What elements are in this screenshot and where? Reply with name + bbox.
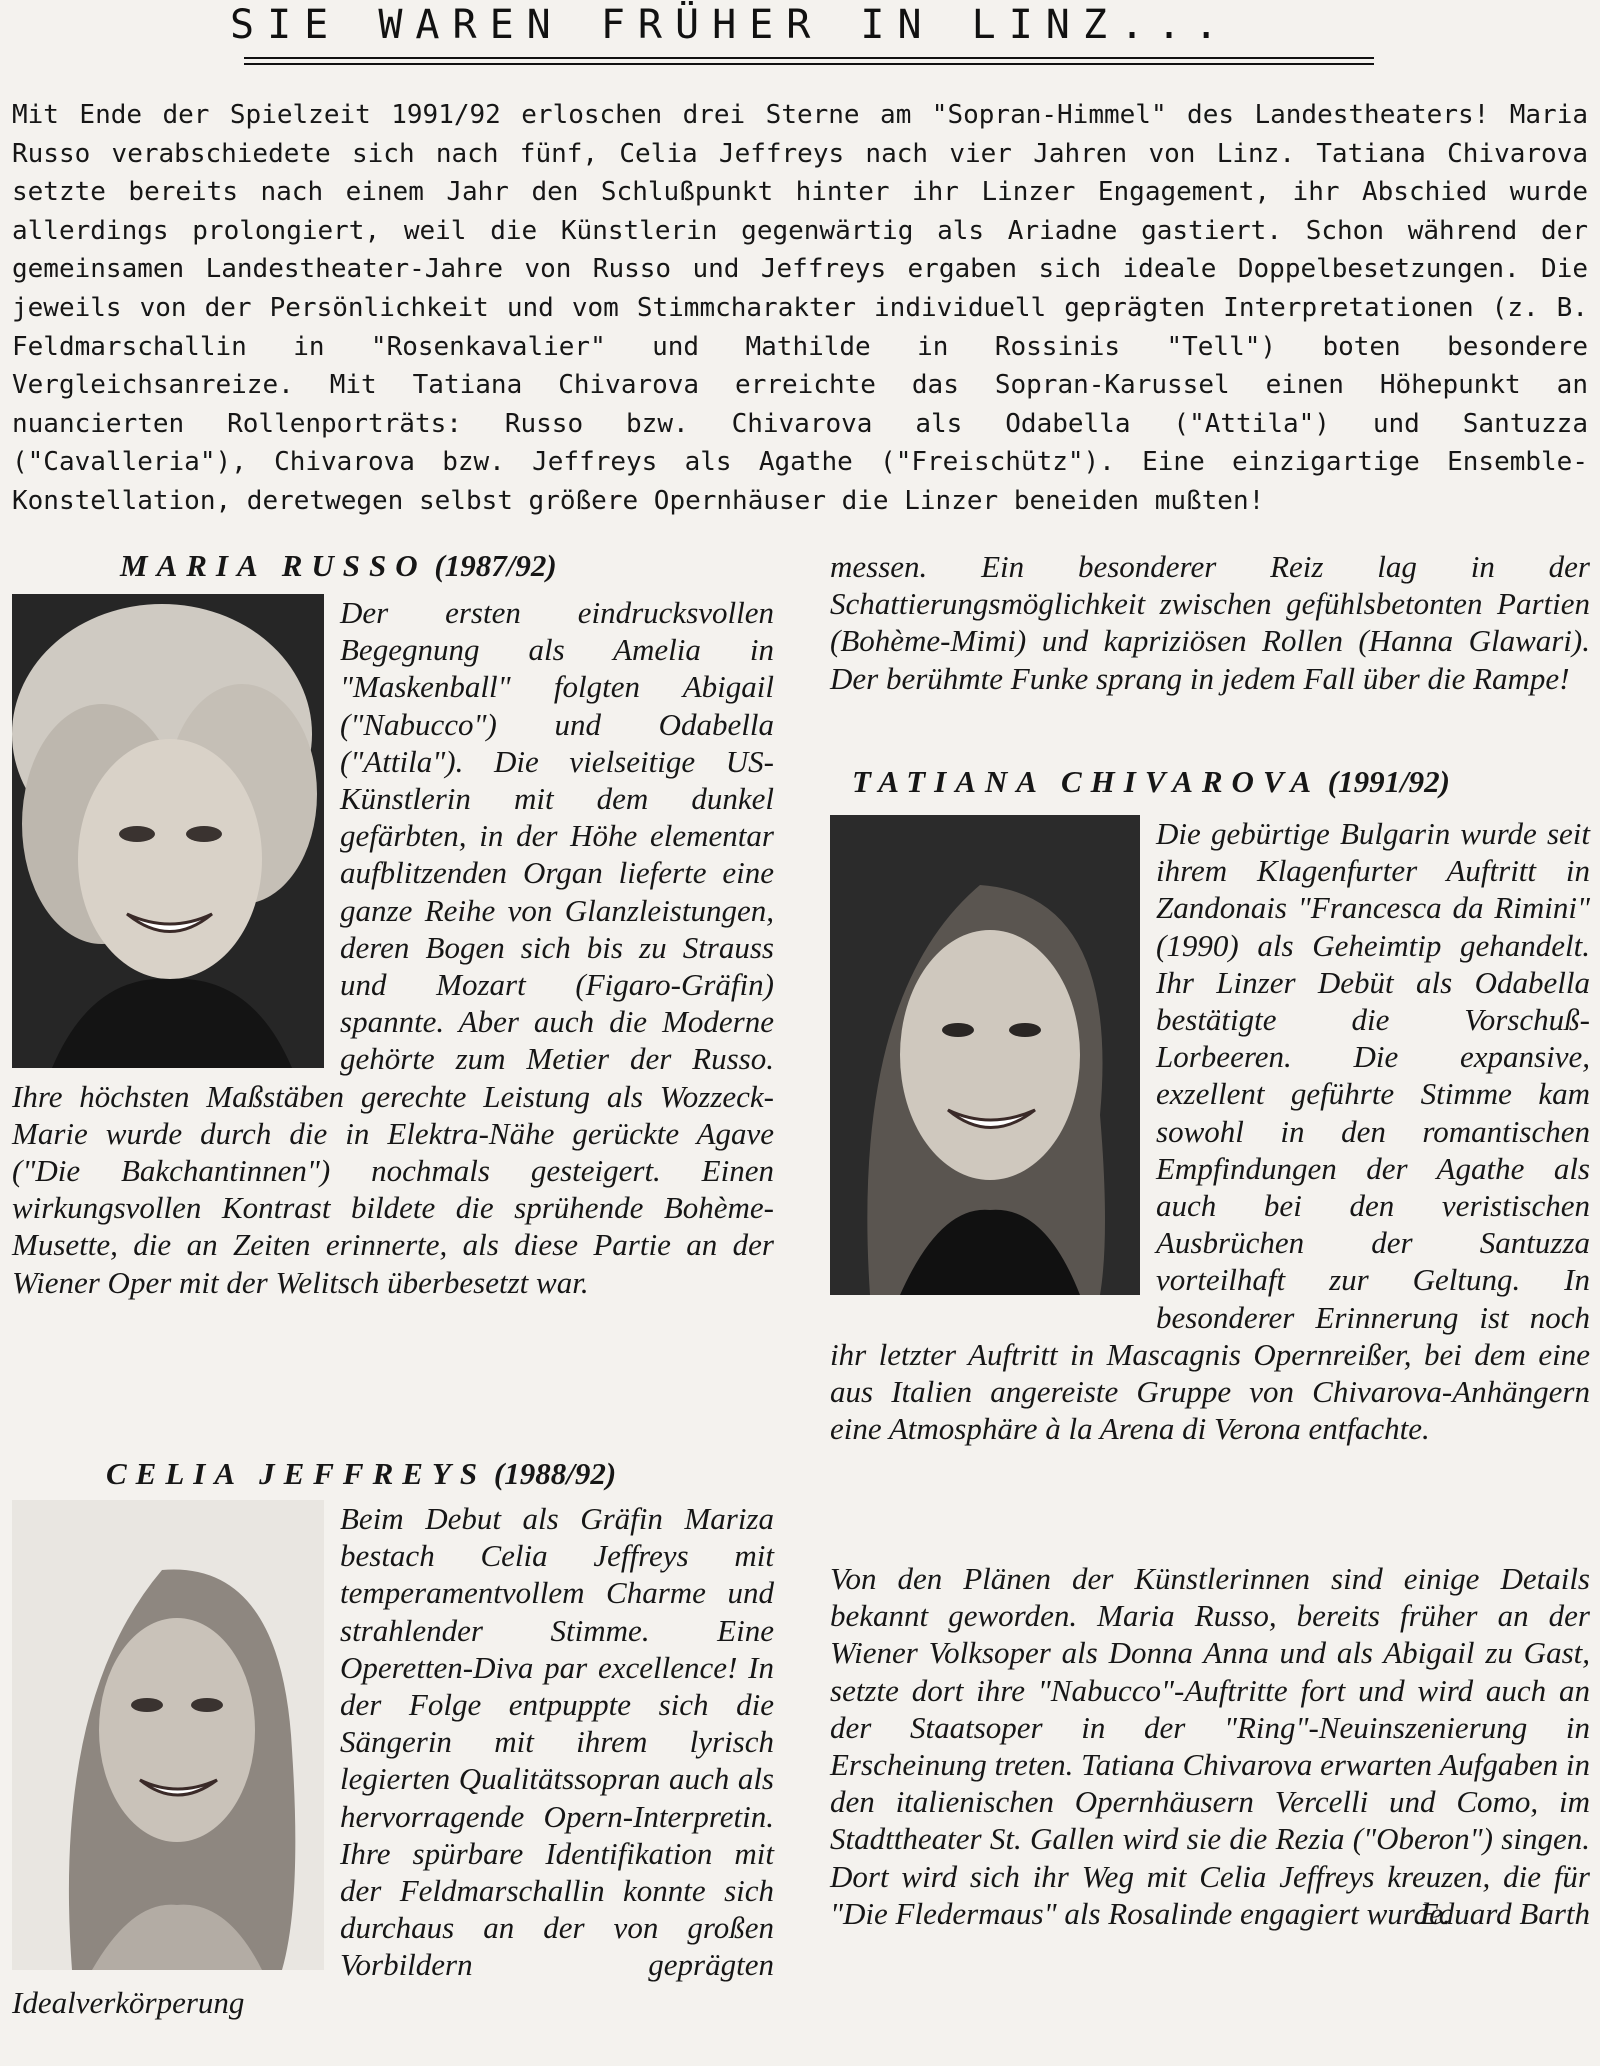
section-heading-russo bbox=[120, 548, 557, 584]
title-underline-double bbox=[244, 63, 1374, 65]
section-heading-chivarova bbox=[852, 764, 1450, 800]
outro-text: Von den Plänen der Künstlerinnen sind einige Details bekannt geworden. Maria Russo, bereits früher an der Wiener Volksoper als Donna Anna und als Abigail zu Gast, setzte dort ihre "Nabucco"-Auftritte fort und wird auch an der Staatsoper in der "Ring"-Neuinszenierung in Erscheinung treten. Tatiana Chivarova erwarten Aufgaben in den italienischen Opernhäusern Vercelli und Como, im Stadttheater St. Gallen wird sie die Rezia ("Oberon") singen. Dort wird sich ihr Weg mit Celia Jeffreys kreuzen, die für "Die Fledermaus" als Rosalinde engagiert wurde. bbox=[830, 1561, 1590, 1931]
jeffreys-name: CELIA JEFFREYS bbox=[106, 1456, 487, 1491]
russo-article bbox=[12, 594, 774, 1301]
russo-name: MARIA RUSSO bbox=[120, 548, 427, 583]
chivarova-text: Die gebürtige Bulgarin wurde seit ihrem Klagenfurter Auftritt in Zandonais "Francesca da Rimini" (1990) als Geheimtip gehandelt. Ihr Linzer Debüt als Odabella bestätigte die Vorschuß-Lorbeeren. Die expansive, exzellent geführte Stimme kam sowohl in den romantischen Empfindungen der Agathe als auch bei den veristischen Ausbrüchen der Santuzza vorteilhaft zur Geltung. In besonderer Erinnerung ist noch ihr letzter Auftritt in Mascagnis Opernreißer, bei dem eine aus Italien angereiste Gruppe von Chivarova-Anhängern eine Atmosphäre à la Arena di Verona entfachte. bbox=[830, 816, 1590, 1447]
chivarova-years: (1991/92) bbox=[1327, 764, 1451, 799]
outro-article bbox=[830, 1560, 1590, 1932]
jeffreys-photo bbox=[12, 1500, 324, 1970]
author-signature: Eduard Barth bbox=[1419, 1896, 1590, 1932]
chivarova-photo bbox=[830, 815, 1140, 1295]
title-underline bbox=[244, 57, 1374, 59]
russo-text: Der ersten eindrucksvollen Begegnung als Amelia in "Maskenball" folgten Abigail ("Nabucco") und Odabella ("Attila"). Die vielseitige US-Künstlerin mit dem dunkel gefärbten, in der Höhe elementar aufblitzenden Organ lieferte eine ganze Reihe von Glanzleistungen, deren Bogen sich bis zu Strauss und Mozart (Figaro-Gräfin) spannte. Aber auch die Moderne gehörte zum Metier der Russo. Ihre höchsten Maßstäben gerechte Leistung als Wozzeck-Marie wurde durch die in Elektra-Nähe gerückte Agave ("Die Bakchantinnen") nochmals gesteigert. Einen wirkungsvollen Kontrast bildete die sprühende Bohème-Musette, die an Zeiten erinnerte, als diese Partie an der Wiener Oper mit der Welitsch überbesetzt war. bbox=[12, 595, 774, 1300]
section-heading-jeffreys bbox=[106, 1456, 616, 1492]
russo-photo bbox=[12, 594, 324, 1068]
jeffreys-text: Beim Debut als Gräfin Mariza bestach Celia Jeffreys mit temperamentvollem Charme und strahlender Stimme. Eine Operetten-Diva par excellence! In der Folge entpuppte sich die Sängerin mit ihrem lyrisch legierten Qualitätssopran auch als hervorragende Opern-Interpretin. Ihre spürbare Identifikation mit der Feldmarschallin konnte sich durchaus an der von großen Vorbildern geprägten Idealverkörperung bbox=[12, 1501, 774, 2020]
russo-years: (1987/92) bbox=[434, 548, 557, 583]
page-title: SIE WAREN FRÜHER IN LINZ... bbox=[230, 2, 1232, 48]
chivarova-name: TATIANA CHIVAROVA bbox=[852, 764, 1320, 799]
intro-paragraph: Mit Ende der Spielzeit 1991/92 erloschen drei Sterne am "Sopran-Himmel" des Landestheaters! Maria Russo verabschiedete sich nach fünf, Celia Jeffreys nach vier Jahren von Linz. Tatiana Chivarova setzte bereits nach einem Jahr den Schlußpunkt hinter ihr Linzer Engagement, ihr Abschied wurde allerdings prolongiert, weil die Künstlerin gegenwärtig als Ariadne gastiert. Schon während der gemeinsamen Landestheater-Jahre von Russo und Jeffreys ergaben sich ideale Doppelbesetzungen. Die jeweils von der Persönlichkeit und vom Stimmcharakter individuell geprägten Interpretationen (z. B. Feldmarschallin in "Rosenkavalier" und Mathilde in Rossinis "Tell") boten besondere Vergleichsanreize. Mit Tatiana Chivarova erreichte das Sopran-Karussel einen Höhepunkt an nuancierten Rollenporträts: Russo bzw. Chivarova als Odabella ("Attila") und Santuzza ("Cavalleria"), Chivarova bzw. Jeffreys als Agathe ("Freischütz"). Eine einzigartige Ensemble-Konstellation, deretwegen selbst größere Opernhäuser die Linzer beneiden mußten! bbox=[12, 100, 1588, 516]
jeffreys-continued: messen. Ein besonderer Reiz lag in der Schattierungsmöglichkeit zwischen gefühlsbetonten Partien (Bohème-Mimi) und kapriziösen Rollen (Hanna Glawari). Der berühmte Funke sprang in jedem Fall über die Rampe! bbox=[830, 549, 1590, 696]
chivarova-article bbox=[830, 815, 1590, 1447]
jeffreys-years: (1988/92) bbox=[493, 1456, 617, 1491]
jeffreys-article bbox=[12, 1500, 774, 2021]
